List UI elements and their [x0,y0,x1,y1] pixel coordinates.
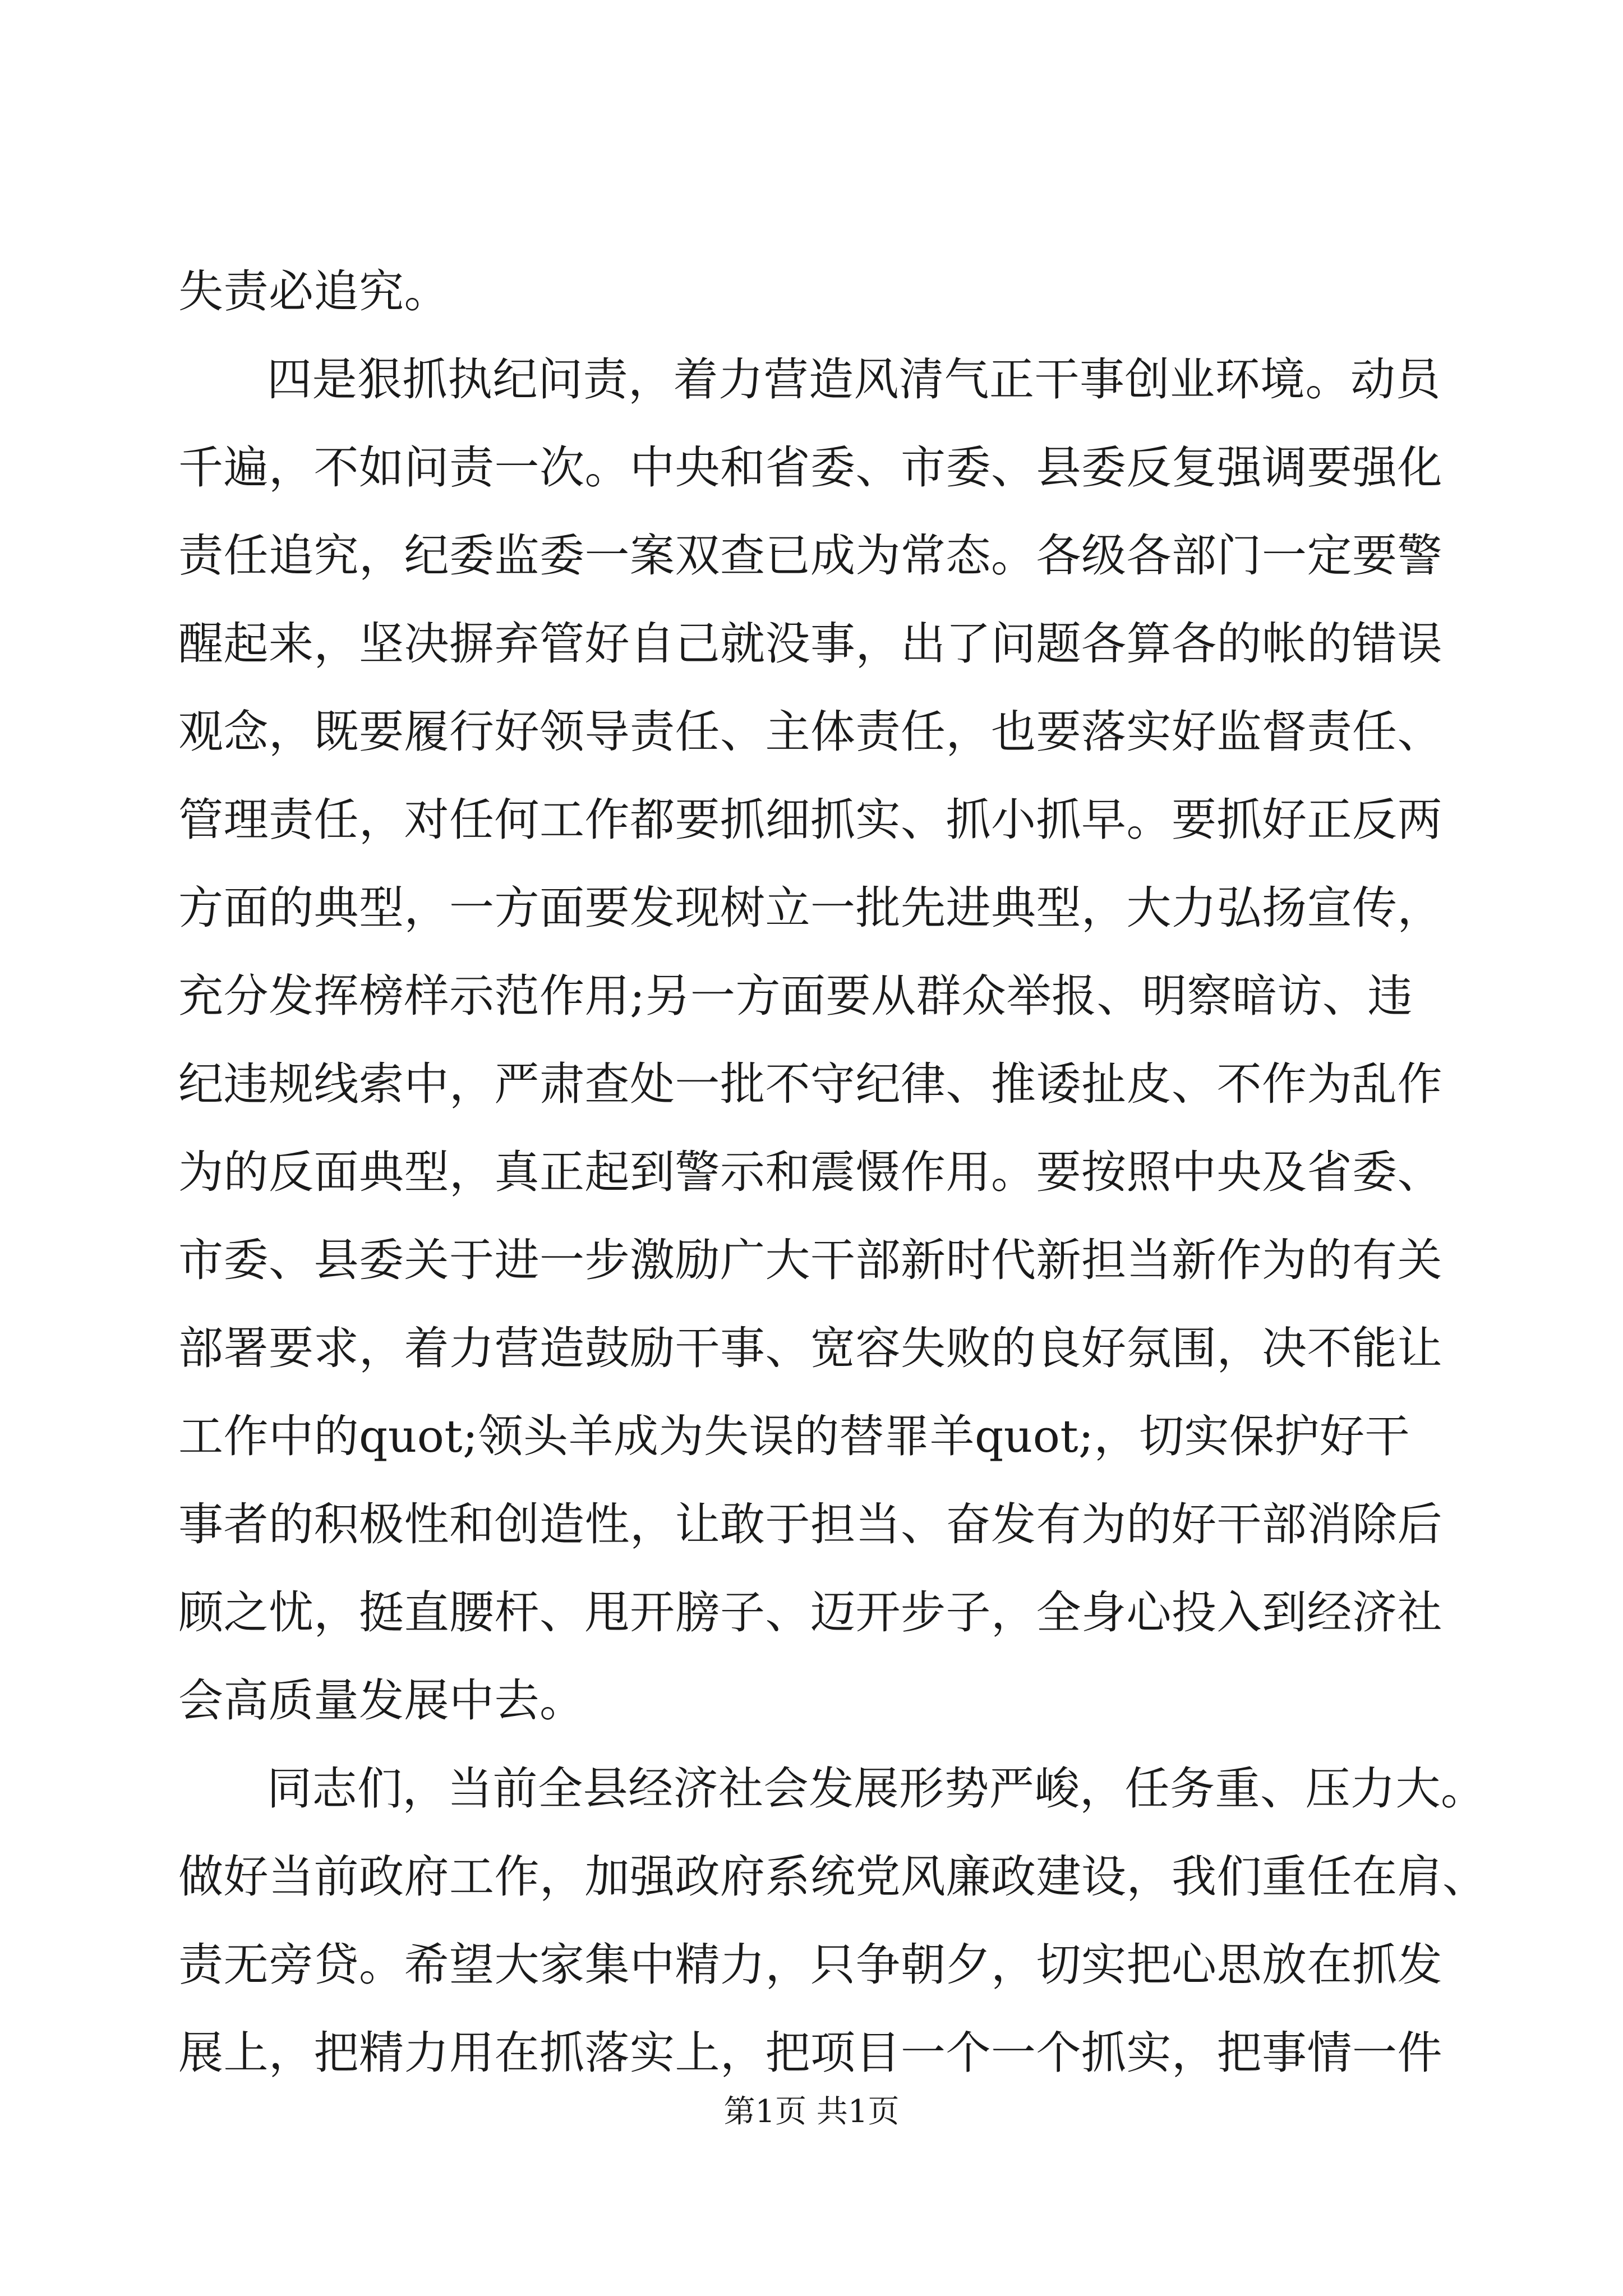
text-line-21: 展上，把精力用在抓落实上，把项目一个一个抓实，把事情一件 [178,2027,1442,2079]
text-line-4: 责任追究，纪委监委一案双查已成为常态。各级各部门一定要警 [178,530,1442,582]
paragraph-4-first-line: 四是狠抓执纪问责，着力营造风清气正干事创业环境。动员 [267,353,1441,406]
text-line-13: 部署要求，着力营造鼓励干事、宽容失败的良好氛围，决不能让 [178,1322,1442,1374]
paragraph-closing-first-line: 同志们，当前全县经济社会发展形势严峻，任务重、压力大。 [267,1763,1486,1815]
text-line-1: 失责必追究。 [178,265,449,318]
text-line-7: 管理责任，对任何工作都要抓细抓实、抓小抓早。要抓好正反两 [178,794,1442,846]
text-line-9: 充分发挥榜样示范作用;另一方面要从群众举报、明察暗访、违 [178,970,1413,1022]
page-footer: 第1页 共1页 [723,2093,900,2130]
text-line-12: 市委、县委关于进一步激励广大干部新时代新担当新作为的有关 [178,1234,1442,1286]
text-line-14: 工作中的quot;领头羊成为失误的替罪羊quot;，切实保护好干 [178,1410,1410,1462]
text-line-8: 方面的典型，一方面要发现树立一批先进典型，大力弘扬宣传， [178,882,1442,934]
text-line-15: 事者的积极性和创造性，让敢于担当、奋发有为的好干部消除后 [178,1498,1442,1550]
text-line-6: 观念，既要履行好领导责任、主体责任，也要落实好监督责任、 [178,706,1442,758]
text-line-16: 顾之忧，挺直腰杆、甩开膀子、迈开步子，全身心投入到经济社 [178,1586,1442,1639]
text-line-17: 会高质量发展中去。 [178,1674,585,1727]
text-line-3: 千遍，不如问责一次。中央和省委、市委、县委反复强调要强化 [178,441,1442,494]
text-line-19: 做好当前政府工作，加强政府系统党风廉政建设，我们重任在肩、 [178,1851,1488,1903]
text-line-11: 为的反面典型，真正起到警示和震慑作用。要按照中央及省委、 [178,1146,1442,1198]
text-line-5: 醒起来，坚决摒弃管好自己就没事，出了问题各算各的帐的错误 [178,618,1442,670]
text-line-20: 责无旁贷。希望大家集中精力，只争朝夕，切实把心思放在抓发 [178,1939,1442,1991]
text-line-10: 纪违规线索中，严肃查处一批不守纪律、推诿扯皮、不作为乱作 [178,1058,1442,1110]
